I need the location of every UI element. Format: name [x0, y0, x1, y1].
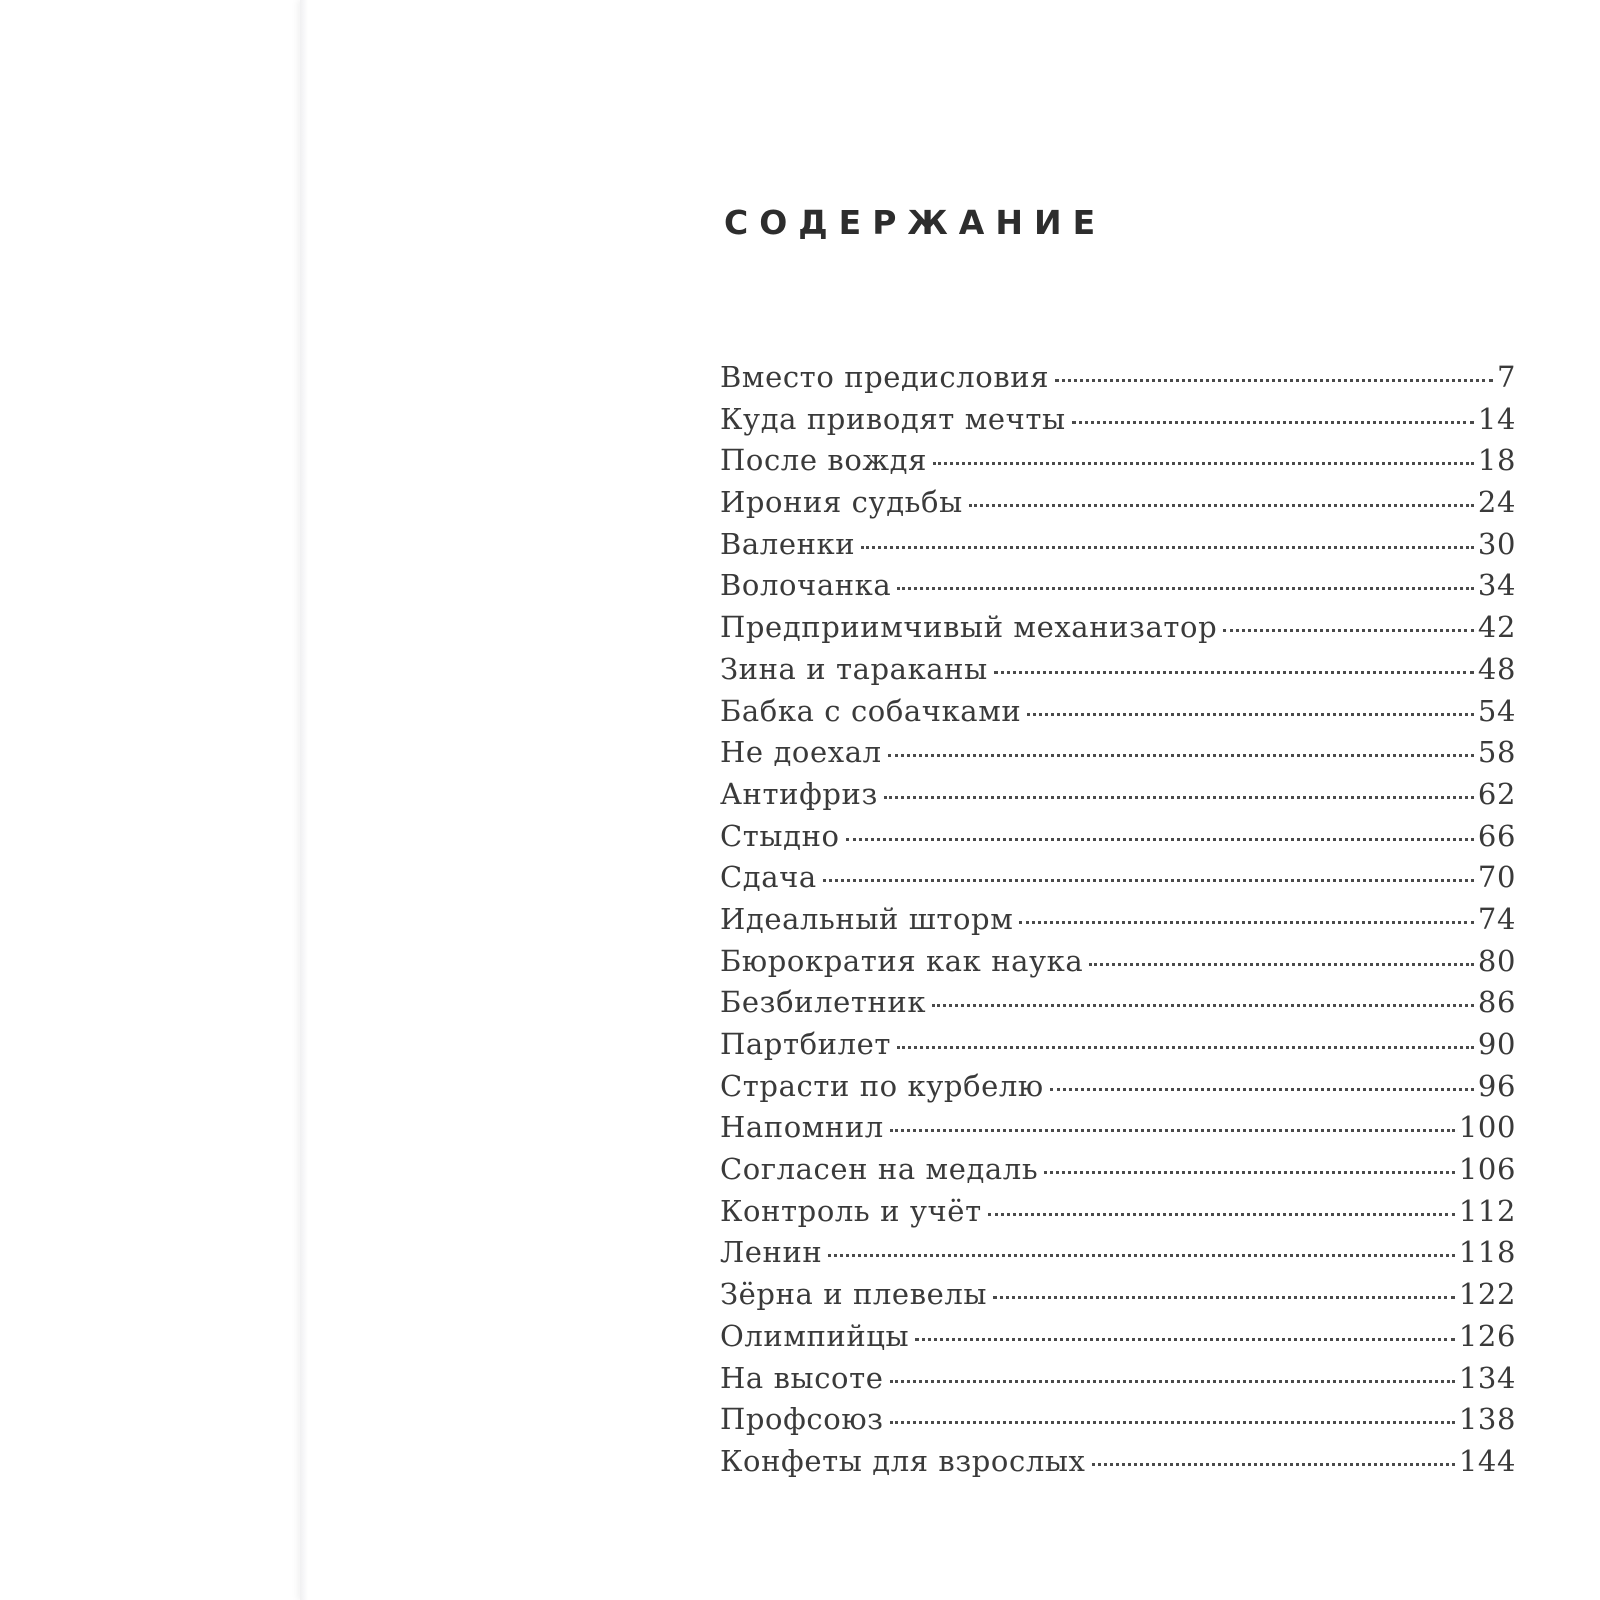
dot-leader — [861, 546, 1474, 549]
toc-entry-title: Напомнил — [720, 1110, 884, 1145]
toc-entry — [720, 360, 1516, 402]
dot-leader — [823, 879, 1474, 882]
toc-entry-title: Не доехал — [720, 735, 882, 770]
toc-entry-page: 62 — [1477, 776, 1516, 811]
dot-leader — [993, 1296, 1455, 1299]
toc-entry-title: Ленин — [720, 1235, 823, 1270]
dot-leader — [1027, 713, 1474, 716]
dot-leader — [915, 1338, 1455, 1341]
book-page — [300, 0, 1600, 1600]
toc-entry — [720, 944, 1516, 986]
toc-entry-page: 14 — [1477, 401, 1516, 436]
toc-entry-title: Бюрократия как наука — [720, 943, 1084, 978]
toc-entry-page: 34 — [1477, 568, 1516, 603]
toc-entry — [720, 1069, 1516, 1111]
toc-entry — [720, 1110, 1516, 1152]
toc-entry — [720, 652, 1516, 694]
toc-entry-title: Стыдно — [720, 818, 840, 853]
toc-entry-page: 112 — [1458, 1193, 1516, 1228]
toc-entry — [720, 1027, 1516, 1069]
toc-entry-title: Ирония судьбы — [720, 485, 963, 520]
toc-entry — [720, 1319, 1516, 1361]
toc-entry-title: Профсоюз — [720, 1402, 884, 1437]
toc-entry — [720, 1402, 1516, 1444]
dot-leader — [890, 1421, 1455, 1424]
dot-leader — [890, 1129, 1455, 1132]
toc-entry-title: Согласен на медаль — [720, 1152, 1039, 1187]
dot-leader — [1072, 421, 1474, 424]
toc-entry-title: Сдача — [720, 860, 817, 895]
toc-entry-page: 100 — [1458, 1110, 1516, 1145]
dot-leader — [897, 1046, 1474, 1049]
toc-entry-page: 58 — [1477, 735, 1516, 770]
toc-entry — [720, 443, 1516, 485]
toc-entry-page: 138 — [1458, 1402, 1516, 1437]
toc-entry — [720, 777, 1516, 819]
toc-entry-title: Куда приводят мечты — [720, 401, 1066, 436]
toc-entry-page: 42 — [1477, 610, 1516, 645]
dot-leader — [884, 796, 1474, 799]
toc-entry-title: Безбилетник — [720, 985, 927, 1020]
dot-leader — [994, 671, 1474, 674]
toc-list — [720, 360, 1516, 1486]
toc-entry-title: Страсти по курбелю — [720, 1068, 1044, 1103]
dot-leader — [888, 754, 1474, 757]
toc-entry-page: 54 — [1477, 693, 1516, 728]
toc-entry-title: Олимпийцы — [720, 1318, 910, 1353]
toc-entry — [720, 819, 1516, 861]
toc-entry — [720, 568, 1516, 610]
toc-entry-title: На высоте — [720, 1360, 884, 1395]
toc-entry-page: 30 — [1477, 526, 1516, 561]
toc-entry-page: 134 — [1458, 1360, 1516, 1395]
dot-leader — [932, 1004, 1474, 1007]
toc-entry — [720, 610, 1516, 652]
toc-entry — [720, 694, 1516, 736]
toc-entry-page: 122 — [1458, 1277, 1516, 1312]
dot-leader — [1044, 1171, 1455, 1174]
toc-entry-page: 126 — [1458, 1318, 1516, 1353]
dot-leader — [1019, 921, 1474, 924]
dot-leader — [1223, 629, 1474, 632]
dot-leader — [933, 462, 1474, 465]
toc-entry — [720, 860, 1516, 902]
toc-entry-title: Конфеты для взрослых — [720, 1443, 1086, 1478]
toc-entry — [720, 902, 1516, 944]
toc-entry-title: Волочанка — [720, 568, 892, 603]
toc-entry — [720, 1277, 1516, 1319]
toc-entry-page: 24 — [1477, 485, 1516, 520]
dot-leader — [1092, 1463, 1455, 1466]
toc-entry-page: 144 — [1458, 1443, 1516, 1478]
toc-entry-title: Контроль и учёт — [720, 1193, 982, 1228]
toc-entry — [720, 402, 1516, 444]
toc-entry-page: 96 — [1477, 1068, 1516, 1103]
toc-entry — [720, 735, 1516, 777]
dot-leader — [988, 1213, 1455, 1216]
dot-leader — [1050, 1088, 1474, 1091]
toc-entry-title: После вождя — [720, 443, 928, 478]
toc-entry — [720, 485, 1516, 527]
dot-leader — [1055, 379, 1493, 382]
toc-entry-title: Антифриз — [720, 776, 878, 811]
toc-entry-page: 86 — [1477, 985, 1516, 1020]
toc-entry-page: 80 — [1477, 943, 1516, 978]
toc-entry-title: Предприимчивый механизатор — [720, 610, 1218, 645]
toc-entry-page: 74 — [1477, 901, 1516, 936]
toc-entry-title: Идеальный шторм — [720, 901, 1014, 936]
dot-leader — [890, 1380, 1455, 1383]
dot-leader — [1089, 963, 1474, 966]
toc-heading: СОДЕРЖАНИЕ — [724, 203, 1107, 242]
toc-entry-page: 66 — [1477, 818, 1516, 853]
dot-leader — [846, 838, 1474, 841]
toc-entry-title: Зина и тараканы — [720, 651, 988, 686]
toc-entry — [720, 1152, 1516, 1194]
toc-entry — [720, 1235, 1516, 1277]
toc-entry — [720, 527, 1516, 569]
dot-leader — [828, 1254, 1454, 1257]
toc-entry-title: Бабка с собачками — [720, 693, 1022, 728]
toc-entry — [720, 1194, 1516, 1236]
toc-entry-title: Вместо предисловия — [720, 360, 1050, 394]
dot-leader — [897, 587, 1474, 590]
toc-entry-page: 106 — [1458, 1152, 1516, 1187]
toc-entry — [720, 1361, 1516, 1403]
toc-entry-page: 70 — [1477, 860, 1516, 895]
toc-entry-page: 7 — [1496, 360, 1516, 394]
toc-entry — [720, 985, 1516, 1027]
toc-entry-title: Валенки — [720, 526, 856, 561]
toc-entry-page: 90 — [1477, 1027, 1516, 1061]
dot-leader — [969, 504, 1474, 507]
toc-entry-title: Зёрна и плевелы — [720, 1277, 988, 1312]
toc-entry — [720, 1444, 1516, 1486]
toc-entry-title: Партбилет — [720, 1027, 892, 1061]
toc-entry-page: 18 — [1477, 443, 1516, 478]
toc-entry-page: 118 — [1458, 1235, 1516, 1270]
toc-entry-page: 48 — [1477, 651, 1516, 686]
